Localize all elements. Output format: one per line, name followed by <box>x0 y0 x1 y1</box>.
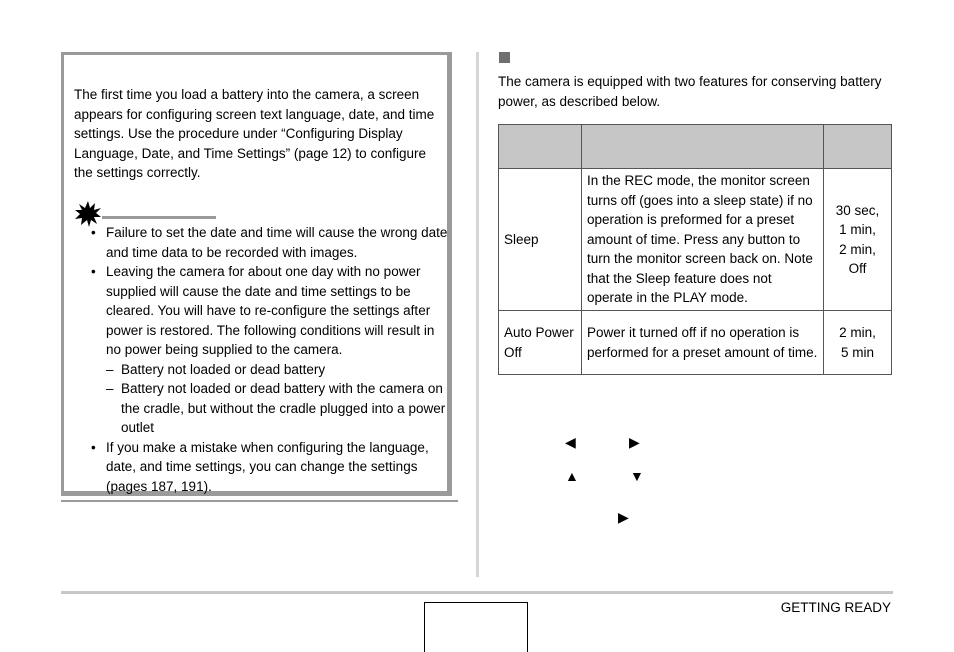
bullet-icon: • <box>91 264 96 279</box>
table-cell-feature: Sleep <box>499 169 582 311</box>
time-option: 2 min, <box>839 241 876 257</box>
sub-text: Battery not loaded or dead battery with the camera on the cradle, but without the cradle plugged into a power outlet <box>121 381 446 435</box>
time-option: 30 sec, <box>835 202 880 218</box>
note-box <box>61 52 452 496</box>
table-cell-time <box>824 169 892 311</box>
down-arrow-icon: ▼ <box>630 468 644 484</box>
note-text: Leaving the camera for about one day with no power supplied will cause the date and time settings to be cleared. You will have to re-configure the settings after power is restored. The following conditions will result in no power being supplied to the camera. <box>106 264 435 357</box>
time-option: 1 min, <box>839 222 876 237</box>
left-arrow-icon: ◀ <box>565 434 576 450</box>
time-option: Off <box>848 261 867 276</box>
table-header-time <box>824 125 892 169</box>
table-cell-time <box>824 311 892 375</box>
table-header-feature <box>499 125 582 169</box>
page-number-box <box>424 602 528 652</box>
table-cell-feature: Auto Power Off <box>499 311 582 375</box>
important-notes-list <box>74 223 448 496</box>
table-row <box>499 169 892 311</box>
right-arrow-icon: ▶ <box>618 509 629 525</box>
column-divider <box>476 52 479 577</box>
section-square-icon <box>499 52 510 63</box>
note-item <box>74 223 448 262</box>
notebox-shadow <box>61 500 458 502</box>
sub-item <box>106 379 448 438</box>
section-title: GETTING READY <box>780 600 891 615</box>
up-arrow-icon: ▲ <box>565 468 579 484</box>
note-intro: The first time you load a battery into the camera, a screen appears for configuring screen text language, date, and time settings. Use the procedure under “Configuring Display Language, Date, and Time Settings” (page 12) to configure the settings correctly. <box>74 87 435 180</box>
power-saving-table <box>498 124 892 375</box>
time-option: 5 min <box>840 344 874 360</box>
sub-text: Battery not loaded or dead battery <box>121 361 326 377</box>
table-cell-description: In the REC mode, the monitor screen turns off (goes into a sleep state) if no operation is preformed for a preset amount of time. Press any button to turn the monitor screen back on. Note that the Sleep feature does not operate in the PLAY mode. <box>582 169 824 311</box>
dash-icon: – <box>106 361 114 377</box>
right-arrow-icon: ▶ <box>629 434 640 450</box>
power-saving-intro: The camera is equipped with two features for conserving battery power, as described below. <box>498 74 882 109</box>
time-option: 2 min, <box>839 325 876 340</box>
note-text: If you make a mistake when configuring the language, date, and time settings, you can change the settings (pages 187, 191). <box>106 439 429 494</box>
bullet-icon: • <box>91 225 96 240</box>
note-item <box>74 438 448 497</box>
sub-list <box>106 360 448 438</box>
footer-rule <box>61 591 893 594</box>
note-item <box>74 262 448 438</box>
table-cell-description: Power it turned off if no operation is performed for a preset amount of time. <box>582 311 824 375</box>
sub-item <box>106 360 448 380</box>
dash-icon: – <box>106 381 114 396</box>
table-row <box>499 311 892 375</box>
table-header-description <box>582 125 824 169</box>
note-text: Failure to set the date and time will cause the wrong date and time data to be recorded with images. <box>106 225 448 260</box>
important-rule <box>102 216 216 219</box>
bullet-icon: • <box>91 439 96 455</box>
